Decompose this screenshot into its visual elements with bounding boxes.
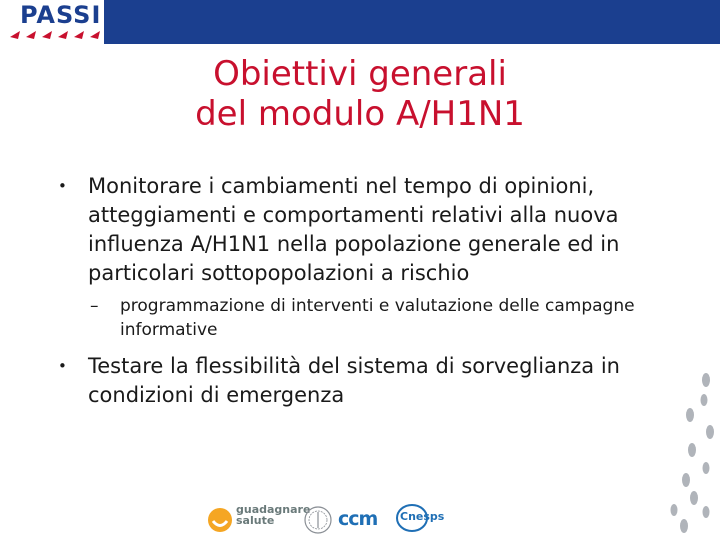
title-line-2: del modulo A/H1N1 bbox=[195, 94, 525, 134]
header-bar bbox=[104, 0, 720, 44]
ccm-logo: ccm bbox=[338, 508, 378, 530]
guadagnare-salute-logo: guadagnare salute bbox=[236, 503, 311, 527]
dash-icon: – bbox=[90, 296, 99, 316]
passi-logo bbox=[6, 3, 102, 43]
title-line-1: Obiettivi generali bbox=[213, 54, 507, 94]
bullet-item bbox=[58, 172, 658, 288]
sub-bullet-item bbox=[90, 294, 658, 342]
logo-text: PASSI bbox=[20, 1, 102, 29]
bullet-icon: • bbox=[58, 177, 67, 195]
ministry-seal-icon bbox=[304, 502, 332, 538]
slide-body bbox=[58, 172, 658, 410]
smile-logo-icon bbox=[206, 506, 234, 534]
bullet-text: Testare la flessibilità del sistema di sorveglianza in condizioni di emergenza bbox=[88, 354, 620, 407]
slide-title bbox=[80, 54, 640, 134]
bullet-icon: • bbox=[58, 357, 67, 375]
sub-bullet-text: programmazione di interventi e valutazione delle campagne informative bbox=[120, 296, 635, 340]
bullet-item bbox=[58, 352, 658, 410]
bullet-text: Monitorare i cambiamenti nel tempo di opinioni, atteggiamenti e comportamenti relativi alla nuova influenza A/H1N1 nella popolazione generale ed in particolari sottopopolazioni a rischio bbox=[88, 174, 620, 285]
cnesps-logo: Cnesps bbox=[394, 502, 446, 534]
footer-logos bbox=[200, 496, 450, 540]
logo-footprints-icon bbox=[6, 3, 102, 43]
footprints-decoration-icon bbox=[630, 370, 720, 540]
